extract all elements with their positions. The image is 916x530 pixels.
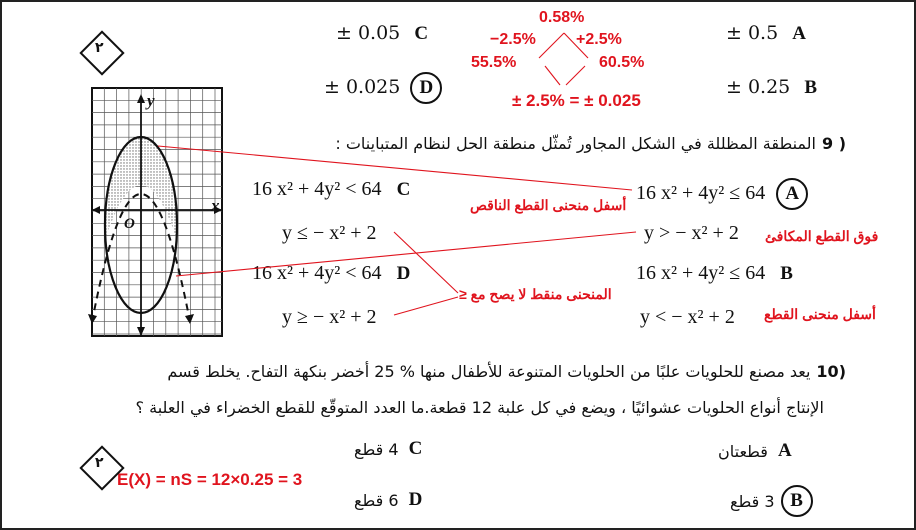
annotation-lines <box>158 33 636 315</box>
option-letter: D <box>408 489 423 510</box>
option-value: ± 0.25 <box>726 76 791 98</box>
q10-option-c[interactable] <box>354 438 422 460</box>
option-letter: C <box>414 23 429 44</box>
q10-stem-line1 <box>167 362 846 381</box>
q9-note-below-curve: أسفل منحنى القطع <box>764 306 876 322</box>
option-letter: A <box>792 23 806 44</box>
option-value: ± 0.05 <box>336 22 401 44</box>
option-letter-circled: D <box>410 72 442 104</box>
q9-note-dashed-curve: المنحنى منقط لا يصح مع ≤ <box>459 286 612 302</box>
option-value: قطعتان <box>718 441 768 461</box>
q8-note-center: 0.58% <box>539 9 585 26</box>
option-letter: B <box>804 77 817 98</box>
option-line: 16 x² + 4y² < 64 <box>252 178 382 200</box>
q9-option-d-line2: y ≥ − x² + 2 <box>282 306 377 328</box>
graph-x-label: x <box>211 196 220 215</box>
option-letter-circled: B <box>781 485 813 517</box>
q10-note-expectation: E(X) = nS = 12×0.25 = 3 <box>117 470 303 489</box>
option-line: 16 x² + 4y² ≤ 64 <box>636 262 766 284</box>
q10-option-d[interactable] <box>354 489 422 511</box>
q8-note-result: ± 2.5% = ± 0.025 <box>512 91 641 110</box>
q9-note-below-ellipse: أسفل منحنى القطع الناقص <box>470 197 627 213</box>
option-letter: A <box>777 440 792 461</box>
question-number: 10) <box>816 362 846 381</box>
option-line: 16 x² + 4y² < 64 <box>252 262 382 284</box>
q9-option-a-line2: y > − x² + 2 <box>644 222 739 244</box>
q10-option-b[interactable] <box>730 485 813 517</box>
option-value: 4 قطع <box>354 439 399 459</box>
option-line: 16 x² + 4y² ≤ 64 <box>636 182 766 204</box>
graph-origin-label: O <box>124 216 135 232</box>
option-value: ± 0.025 <box>324 76 401 98</box>
option-letter: B <box>780 263 793 284</box>
option-letter-circled: A <box>776 178 808 210</box>
graph-y-label: y <box>147 91 155 110</box>
option-value: 3 قطع <box>730 491 775 511</box>
option-value: 6 قطع <box>354 490 399 510</box>
q9-option-c-line2: y ≤ − x² + 2 <box>282 222 377 244</box>
option-letter: C <box>408 438 423 459</box>
q10-stem-line2: الإنتاج أنواع الحلويات عشوائيًا ، ويضع في كل علبة 12 قطعة.ما العدد المتوقّع للقطع الخضراء في العلبة ؟ <box>135 398 824 417</box>
option-value: ± 0.5 <box>726 22 779 44</box>
q8-note-low: 55.5% <box>471 54 517 71</box>
q10-option-a[interactable] <box>718 440 792 462</box>
option-letter: D <box>396 263 411 284</box>
q9-note-above-parabola: فوق القطع المكافئ <box>765 228 879 244</box>
score-badge-label: ٢ <box>95 40 104 56</box>
question-text: يعد مصنع للحلويات علبًا من الحلويات المتنوعة للأطفال منها % 25 أخضر بنكهة التفاح. يخلط قسم <box>167 362 811 381</box>
q9-option-b-line2: y < − x² + 2 <box>640 306 735 328</box>
question-text: المنطقة المظللة في الشكل المجاور تُمثّل منطقة الحل لنظام المتباينات : <box>335 134 816 153</box>
q8-note-left: −2.5% <box>490 31 536 48</box>
q8-note-high: 60.5% <box>599 54 645 71</box>
question-number: 9 ) <box>821 134 846 153</box>
option-letter: C <box>396 179 411 200</box>
score-badge-bottom-label: ٢ <box>95 455 104 471</box>
q8-note-right: +2.5% <box>576 31 622 48</box>
